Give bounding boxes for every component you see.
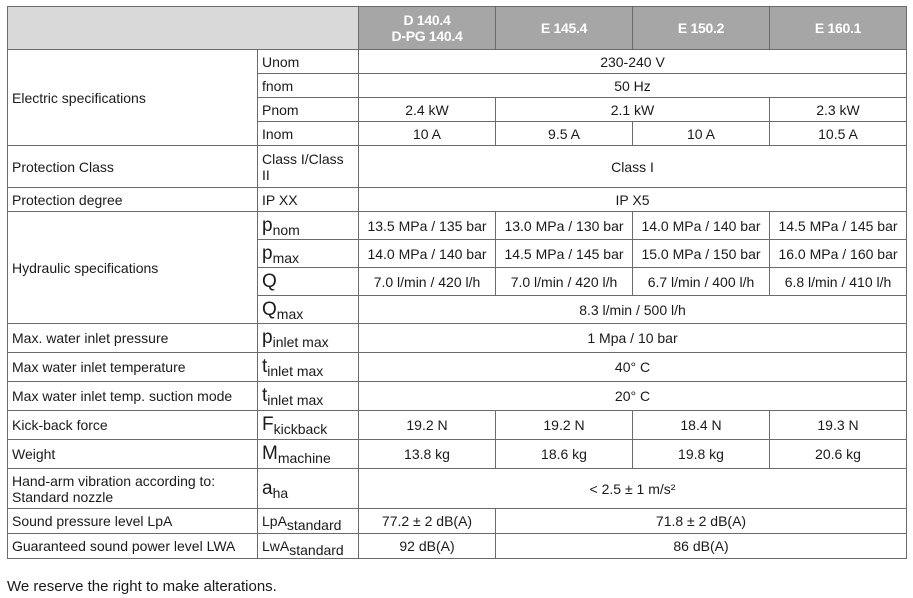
- symbol-inom: Inom: [258, 122, 359, 146]
- header-model-d140: D 140.4 D-PG 140.4: [359, 7, 496, 50]
- value-sound-pressure-others: 71.8 ± 2 dB(A): [496, 509, 907, 534]
- table-row: [8, 188, 907, 212]
- value-fnom: 50 Hz: [359, 74, 907, 98]
- table-row: [8, 353, 907, 382]
- value-p-max-e160: 16.0 MPa / 160 bar: [770, 240, 907, 268]
- value-sound-power-others: 86 dB(A): [496, 534, 907, 559]
- value-kickback-e150: 18.4 N: [633, 411, 770, 440]
- symbol-unom: Unom: [258, 50, 359, 74]
- value-inlet-temp-suction: 20° C: [359, 382, 907, 411]
- symbol-sound-pressure: LpAstandard: [258, 509, 359, 534]
- value-q-e145: 7.0 l/min / 420 l/h: [496, 268, 633, 296]
- value-protection-degree: IP X5: [359, 188, 907, 212]
- symbol-inlet-pressure: pinlet max: [258, 324, 359, 353]
- row-label-inlet-pressure: Max. water inlet pressure: [8, 324, 258, 353]
- row-label-protection-class: Protection Class: [8, 146, 258, 188]
- value-unom: 230-240 V: [359, 50, 907, 74]
- symbol-q: Q: [258, 268, 359, 296]
- symbol-inlet-temp-suction: tinlet max: [258, 382, 359, 411]
- value-kickback-d140: 19.2 N: [359, 411, 496, 440]
- row-label-protection-degree: Protection degree: [8, 188, 258, 212]
- value-sound-power-d140: 92 dB(A): [359, 534, 496, 559]
- row-label-vibration: Hand-arm vibration according to: Standard nozzle: [8, 469, 258, 509]
- header-corner: [8, 7, 359, 50]
- value-pnom-d140: 2.4 kW: [359, 98, 496, 122]
- symbol-kickback: Fkickback: [258, 411, 359, 440]
- value-inom-d140: 10 A: [359, 122, 496, 146]
- value-q-e150: 6.7 l/min / 400 l/h: [633, 268, 770, 296]
- value-inom-e160: 10.5 A: [770, 122, 907, 146]
- value-weight-d140: 13.8 kg: [359, 440, 496, 469]
- spec-table: [7, 6, 907, 559]
- table-row: [8, 146, 907, 188]
- symbol-inlet-temp: tinlet max: [258, 353, 359, 382]
- symbol-p-nom: pnom: [258, 212, 359, 240]
- header-model-e160: E 160.1: [770, 7, 907, 50]
- header-model-e145: E 145.4: [496, 7, 633, 50]
- header-model-e150: E 150.2: [633, 7, 770, 50]
- value-inlet-temp: 40° C: [359, 353, 907, 382]
- header-row: [8, 7, 907, 50]
- footer-note: We reserve the right to make alterations.: [7, 578, 277, 595]
- symbol-vibration: aha: [258, 469, 359, 509]
- value-p-nom-e145: 13.0 MPa / 130 bar: [496, 212, 633, 240]
- row-label-inlet-temp: Max water inlet temperature: [8, 353, 258, 382]
- row-label-sound-power: Guaranteed sound power level LWA: [8, 534, 258, 559]
- symbol-protection-degree: IP XX: [258, 188, 359, 212]
- value-weight-e145: 18.6 kg: [496, 440, 633, 469]
- value-inom-e145: 9.5 A: [496, 122, 633, 146]
- table-row: [8, 469, 907, 509]
- value-weight-e160: 20.6 kg: [770, 440, 907, 469]
- value-p-nom-e150: 14.0 MPa / 140 bar: [633, 212, 770, 240]
- value-p-max-d140: 14.0 MPa / 140 bar: [359, 240, 496, 268]
- table-row: [8, 534, 907, 559]
- value-inom-e150: 10 A: [633, 122, 770, 146]
- value-q-max: 8.3 l/min / 500 l/h: [359, 296, 907, 324]
- row-label-electric: Electric specifications: [8, 50, 258, 146]
- row-label-hydraulic: Hydraulic specifications: [8, 212, 258, 324]
- symbol-fnom: fnom: [258, 74, 359, 98]
- symbol-sound-power: LwAstandard: [258, 534, 359, 559]
- value-p-nom-d140: 13.5 MPa / 135 bar: [359, 212, 496, 240]
- symbol-weight: Mmachine: [258, 440, 359, 469]
- value-vibration: < 2.5 ± 1 m/s²: [359, 469, 907, 509]
- row-label-weight: Weight: [8, 440, 258, 469]
- value-protection-class: Class I: [359, 146, 907, 188]
- table-row: [8, 411, 907, 440]
- value-sound-pressure-d140: 77.2 ± 2 dB(A): [359, 509, 496, 534]
- table-row: [8, 212, 907, 240]
- row-label-kickback: Kick-back force: [8, 411, 258, 440]
- value-p-max-e150: 15.0 MPa / 150 bar: [633, 240, 770, 268]
- value-inlet-pressure: 1 Mpa / 10 bar: [359, 324, 907, 353]
- symbol-protection-class: Class I/Class II: [258, 146, 359, 188]
- value-p-max-e145: 14.5 MPa / 145 bar: [496, 240, 633, 268]
- row-label-sound-pressure: Sound pressure level LpA: [8, 509, 258, 534]
- symbol-p-max: pmax: [258, 240, 359, 268]
- value-q-e160: 6.8 l/min / 410 l/h: [770, 268, 907, 296]
- symbol-q-max: Qmax: [258, 296, 359, 324]
- value-weight-e150: 19.8 kg: [633, 440, 770, 469]
- value-q-d140: 7.0 l/min / 420 l/h: [359, 268, 496, 296]
- row-label-inlet-temp-suction: Max water inlet temp. suction mode: [8, 382, 258, 411]
- table-row: [8, 440, 907, 469]
- table-row: [8, 509, 907, 534]
- value-kickback-e160: 19.3 N: [770, 411, 907, 440]
- table-row: [8, 50, 907, 74]
- table-row: [8, 324, 907, 353]
- table-row: [8, 382, 907, 411]
- symbol-pnom: Pnom: [258, 98, 359, 122]
- value-p-nom-e160: 14.5 MPa / 145 bar: [770, 212, 907, 240]
- value-kickback-e145: 19.2 N: [496, 411, 633, 440]
- value-pnom-e160: 2.3 kW: [770, 98, 907, 122]
- value-pnom-e145-e150: 2.1 kW: [496, 98, 770, 122]
